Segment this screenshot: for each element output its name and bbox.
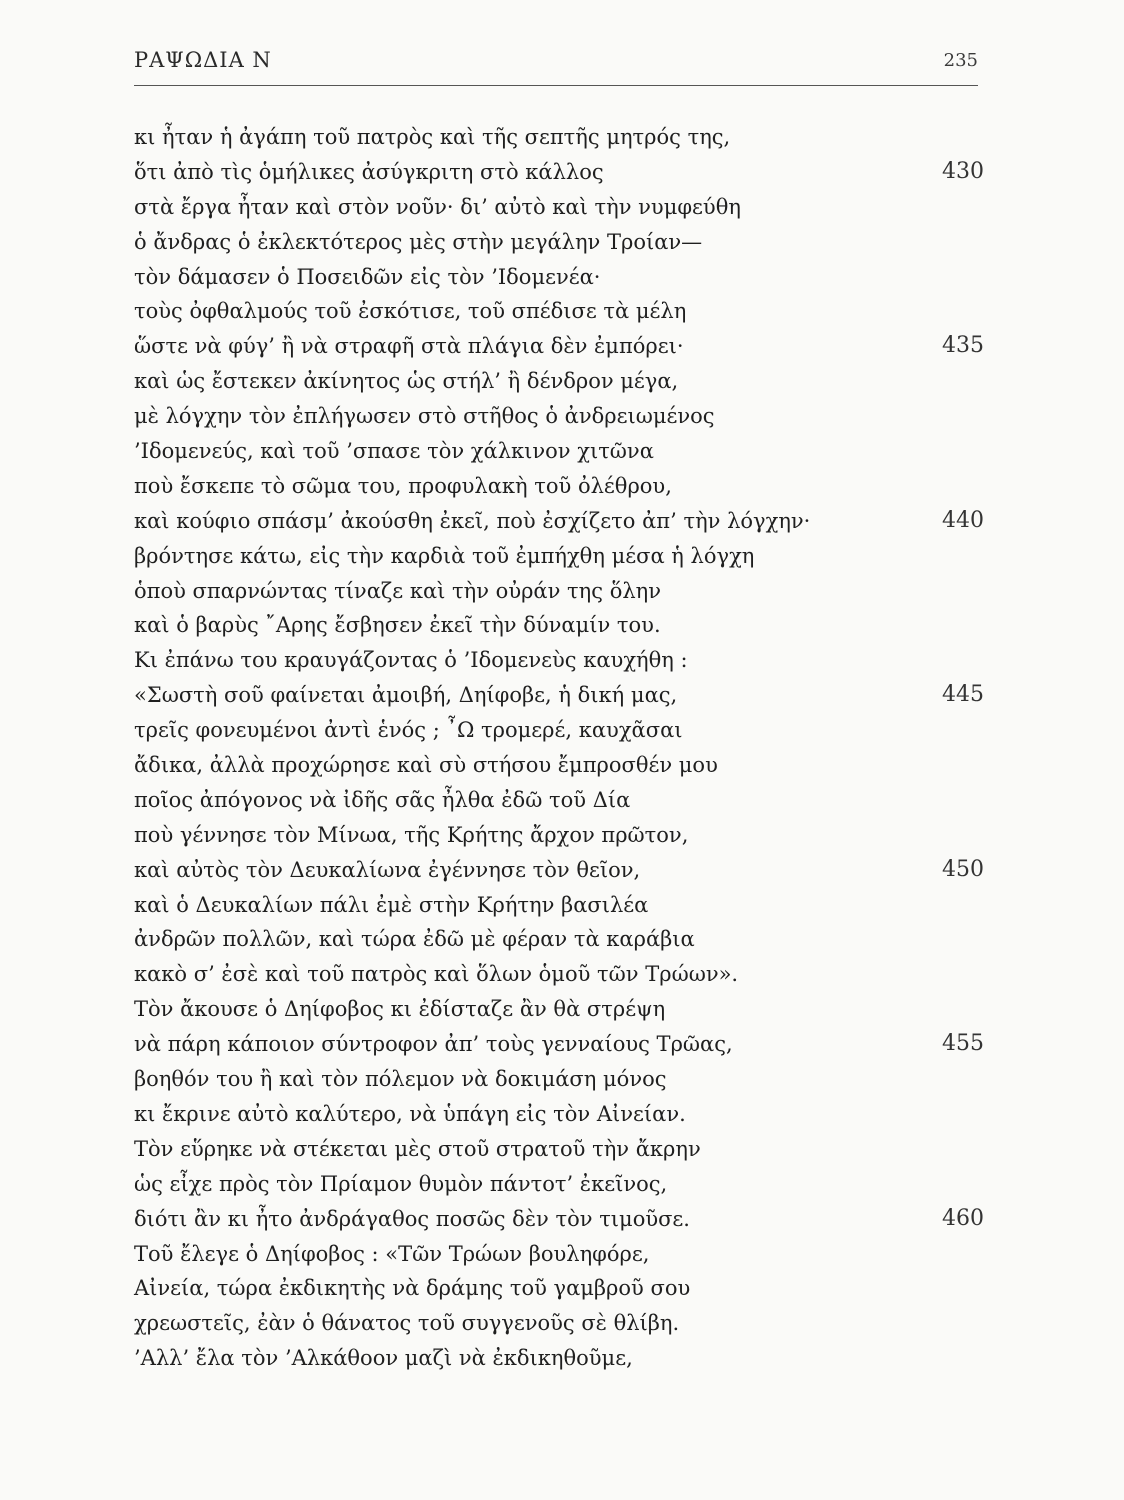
verse-line xyxy=(134,957,984,992)
verse-text: κι ἦταν ἡ ἀγάπη τοῦ πατρὸς καὶ τῆς σεπτῆς μητρός της, xyxy=(134,125,731,149)
line-number: 430 xyxy=(942,158,984,184)
verse-line xyxy=(134,888,984,923)
verse-text: βοηθόν του ἢ καὶ τὸν πόλεμον νὰ δοκιμάση μόνος xyxy=(134,1067,667,1092)
verse-text: στὰ ἔργα ἦταν καὶ στὸν νοῦν· δι’ αὐτὸ καὶ τὴν νυμφεύθη xyxy=(134,194,741,219)
verse-line xyxy=(134,748,984,783)
verse-line xyxy=(134,818,984,853)
verse-line xyxy=(134,678,984,713)
verse-text: ἄδικα, ἀλλὰ προχώρησε καὶ σὺ στήσου ἔμπροσθέν μου xyxy=(134,753,718,778)
verse-line xyxy=(134,225,984,260)
verse-line xyxy=(134,294,984,329)
verse-line xyxy=(134,574,984,609)
verse-text: βρόντησε κάτω, εἰς τὴν καρδιὰ τοῦ ἐμπήχθη μέσα ἡ λόγχη xyxy=(134,543,755,568)
verse-line xyxy=(134,469,984,504)
verse-text: ὡς εἶχε πρὸς τὸν Πρίαμον θυμὸν πάντοτ’ ἐκεῖνος, xyxy=(134,1171,668,1196)
verse-text: τρεῖς φονευμένοι ἀντὶ ἑνός ; ῏Ω τρομερέ, καυχᾶσαι xyxy=(134,718,683,743)
verse-text: ποῖος ἀπόγονος νὰ ἰδῆς σᾶς ἦλθα ἐδῶ τοῦ Δία xyxy=(134,787,631,812)
verse-text: ἀνδρῶν πολλῶν, καὶ τώρα ἐδῶ μὲ φέραν τὰ καράβια xyxy=(134,927,695,952)
verse-line xyxy=(134,643,984,678)
verse-line xyxy=(134,1341,984,1376)
verse-line xyxy=(134,992,984,1027)
line-number: 440 xyxy=(942,507,984,533)
verse-line xyxy=(134,364,984,399)
verse-line xyxy=(134,922,984,957)
verse-text: καὶ ὁ Δευκαλίων πάλι ἐμὲ στὴν Κρήτην βασιλέα xyxy=(134,892,649,917)
verse-text: ποὺ ἔσκεπε τὸ σῶμα του, προφυλακὴ τοῦ ὀλέθρου, xyxy=(134,473,672,498)
verse-text: καὶ αὐτὸς τὸν Δευκαλίωνα ἐγέννησε τὸν θεῖον, xyxy=(134,857,641,882)
verse-line xyxy=(134,608,984,643)
verse-text: ’Αλλ’ ἔλα τὸν ’Αλκάθοον μαζὶ νὰ ἐκδικηθοῦμε, xyxy=(134,1346,633,1371)
verse-text: Τοῦ ἔλεγε ὁ Δηίφοβος : «Τῶν Τρώων βουληφόρε, xyxy=(134,1241,650,1266)
verse-line xyxy=(134,1167,984,1202)
header-rule xyxy=(134,85,978,86)
verse-text: μὲ λόγχην τὸν ἐπλήγωσεν στὸ στῆθος ὁ ἀνδρειωμένος xyxy=(134,404,715,429)
verse-line xyxy=(134,120,984,155)
verse-text: ’Ιδομενεύς, καὶ τοῦ ’σπασε τὸν χάλκινον χιτῶνα xyxy=(134,439,654,464)
verse-text: ὥστε νὰ φύγ’ ἢ νὰ στραφῆ στὰ πλάγια δὲν ἐμπόρει· xyxy=(134,334,684,359)
verse-line xyxy=(134,434,984,469)
verse-line xyxy=(134,155,984,190)
verse-text: χρεωστεῖς, ἐὰν ὁ θάνατος τοῦ συγγενοῦς σὲ θλίβη. xyxy=(134,1311,680,1336)
verse-text: ὅτι ἀπὸ τὶς ὁμήλικες ἀσύγκριτη στὸ κάλλος xyxy=(134,159,604,184)
verse-line xyxy=(134,1132,984,1167)
verse-list xyxy=(134,120,984,1376)
verse-text: καὶ κούφιο σπάσμ’ ἀκούσθη ἐκεῖ, ποὺ ἐσχίζετο ἀπ’ τὴν λόγχην· xyxy=(134,508,811,533)
verse-line xyxy=(134,260,984,295)
verse-text: διότι ἂν κι ἦτο ἀνδράγαθος ποσῶς δὲν τὸν τιμοῦσε. xyxy=(134,1206,690,1231)
verse-line xyxy=(134,504,984,539)
verse-text: καὶ ὁ βαρὺς ῎Αρης ἔσβησεν ἐκεῖ τὴν δύναμίν του. xyxy=(134,613,661,638)
verse-line xyxy=(134,1097,984,1132)
verse-line xyxy=(134,399,984,434)
verse-line xyxy=(134,1306,984,1341)
verse-text: τοὺς ὀφθαλμούς τοῦ ἐσκότισε, τοῦ σπέδισε τὰ μέλη xyxy=(134,299,687,324)
verse-line xyxy=(134,1062,984,1097)
running-head xyxy=(134,48,978,78)
verse-text: ὁ ἄνδρας ὁ ἐκλεκτότερος μὲς στὴν μεγάλην Τροίαν— xyxy=(134,229,703,254)
verse-text: ὁποὺ σπαρνώντας τίναζε καὶ τὴν οὐράν της ὅλην xyxy=(134,578,661,603)
verse-line xyxy=(134,783,984,818)
verse-line xyxy=(134,1027,984,1062)
verse-line xyxy=(134,1237,984,1272)
verse-text: Τὸν εὕρηκε νὰ στέκεται μὲς στοῦ στρατοῦ τὴν ἄκρην xyxy=(134,1136,701,1161)
verse-text: Αἰνεία, τώρα ἐκδικητὴς νὰ δράμης τοῦ γαμβροῦ σου xyxy=(134,1276,691,1301)
line-number: 455 xyxy=(942,1031,984,1057)
line-number: 435 xyxy=(942,333,984,359)
verse-line xyxy=(134,539,984,574)
verse-line xyxy=(134,713,984,748)
verse-text: Τὸν ἄκουσε ὁ Δηίφοβος κι ἐδίσταζε ἂν θὰ στρέψη xyxy=(134,997,666,1022)
line-number: 450 xyxy=(942,856,984,882)
verse-text: Κι ἐπάνω του κραυγάζοντας ὁ ’Ιδομενεὺς καυχήθη : xyxy=(134,648,688,673)
verse-line xyxy=(134,853,984,888)
verse-line xyxy=(134,190,984,225)
line-number: 460 xyxy=(942,1205,984,1231)
verse-text: ποὺ γέννησε τὸν Μίνωα, τῆς Κρήτης ἄρχον πρῶτον, xyxy=(134,822,689,847)
verse-line xyxy=(134,1202,984,1237)
verse-text: κι ἔκρινε αὐτὸ καλύτερο, νὰ ὑπάγη εἰς τὸν Αἰνείαν. xyxy=(134,1101,686,1126)
verse-text: καὶ ὡς ἔστεκεν ἀκίνητος ὡς στήλ’ ἢ δένδρον μέγα, xyxy=(134,369,679,394)
verse-text: νὰ πάρη κάποιον σύντροφον ἀπ’ τοὺς γενναίους Τρῶας, xyxy=(134,1032,733,1057)
verse-line xyxy=(134,329,984,364)
verse-text: τὸν δάμασεν ὁ Ποσειδῶν εἰς τὸν ’Ιδομενέα· xyxy=(134,264,601,289)
verse-text: κακὸ σ’ ἐσὲ καὶ τοῦ πατρὸς καὶ ὅλων ὁμοῦ τῶν Τρώων». xyxy=(134,962,739,987)
line-number: 445 xyxy=(942,682,984,708)
chapter-title: ΡΑΨΩΔΙΑ Ν xyxy=(134,48,272,72)
verse-text: «Σωστὴ σοῦ φαίνεται ἀμοιβή, Δηίφοβε, ἡ δική μας, xyxy=(134,683,678,708)
page-number: 235 xyxy=(943,50,978,71)
verse-line xyxy=(134,1271,984,1306)
